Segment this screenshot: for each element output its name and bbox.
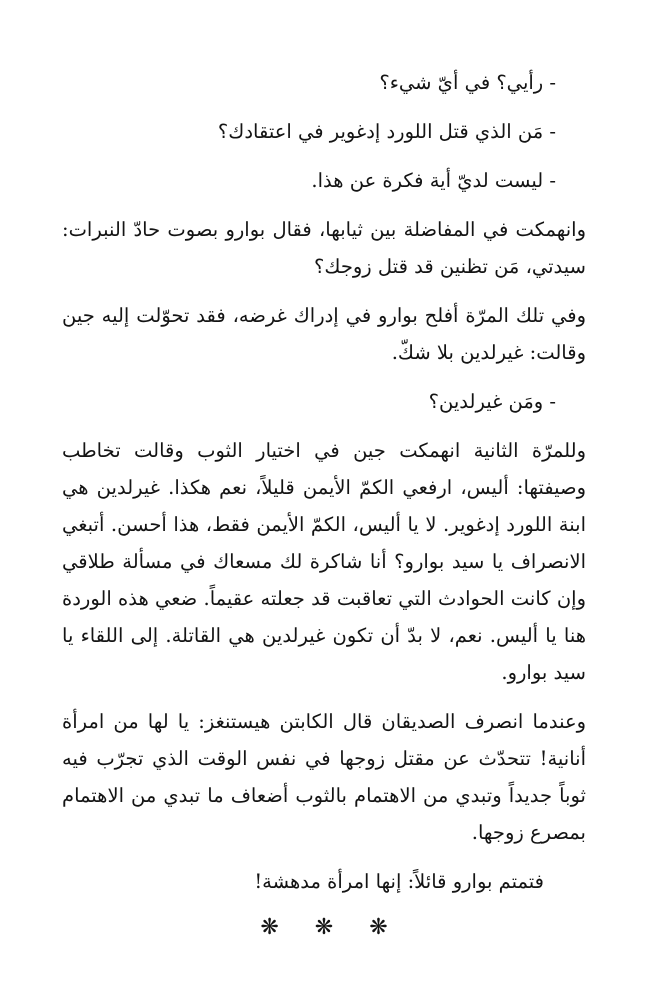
asterism-icon: ❋ xyxy=(369,915,388,940)
section-divider xyxy=(62,914,586,942)
dialog-line: - ليست لديّ أية فكرة عن هذا. xyxy=(311,169,556,192)
asterism-icon: ❋ xyxy=(314,915,334,940)
paragraph: وفي تلك المرّة أفلح بوارو في إدراك غرضه، فقد تحوّلت إليه جين وقالت: غيرلدين بلا شكّ. xyxy=(62,304,586,364)
dialog-line: - مَن الذي قتل اللورد إدغوير في اعتقادك؟ xyxy=(217,120,556,143)
asterism-icon: ❋ xyxy=(260,915,279,940)
paragraph: وللمرّة الثانية انهمكت جين في اختيار الثوب وقالت تخاطب وصيفتها: أليس، ارفعي الكمّ الأيمن قليلاً، نعم هكذا. غيرلدين هي ابنة اللورد إدغوير. لا يا أليس، الكمّ الأيمن فقط، هذا أحسن. أتبغي الانصراف يا سيد بوارو؟ أنا شاكرة لك مسعاك في مسألة طلاقي وإن كانت الحوادث التي تعاقبت قد جعلته عقيماً. ضعي هذه الوردة هنا يا أليس. نعم، لا بدّ أن تكون غيرلدين هي القاتلة. إلى اللقاء يا سيد بوارو. xyxy=(62,439,586,684)
book-page xyxy=(62,64,586,942)
closing-line: فتمتم بوارو قائلاً: إنها امرأة مدهشة! xyxy=(254,870,544,893)
dialog-line: - ومَن غيرلدين؟ xyxy=(428,390,556,413)
paragraph: وعندما انصرف الصديقان قال الكابتن هيستنغز: يا لها من امرأة أنانية! تتحدّث عن مقتل زوجها في نفس الوقت الذي تجرّب فيه ثوباً جديداً وتبدي من الاهتمام بالثوب أضعاف ما تبدي من الاهتمام بمصرع زوجها. xyxy=(62,710,586,844)
paragraph: وانهمكت في المفاضلة بين ثيابها، فقال بوارو بصوت حادّ النبرات: سيدتي، مَن تظنين قد قتل زوجك؟ xyxy=(62,218,586,278)
dialog-line: - رأيي؟ في أيّ شيء؟ xyxy=(379,71,556,94)
